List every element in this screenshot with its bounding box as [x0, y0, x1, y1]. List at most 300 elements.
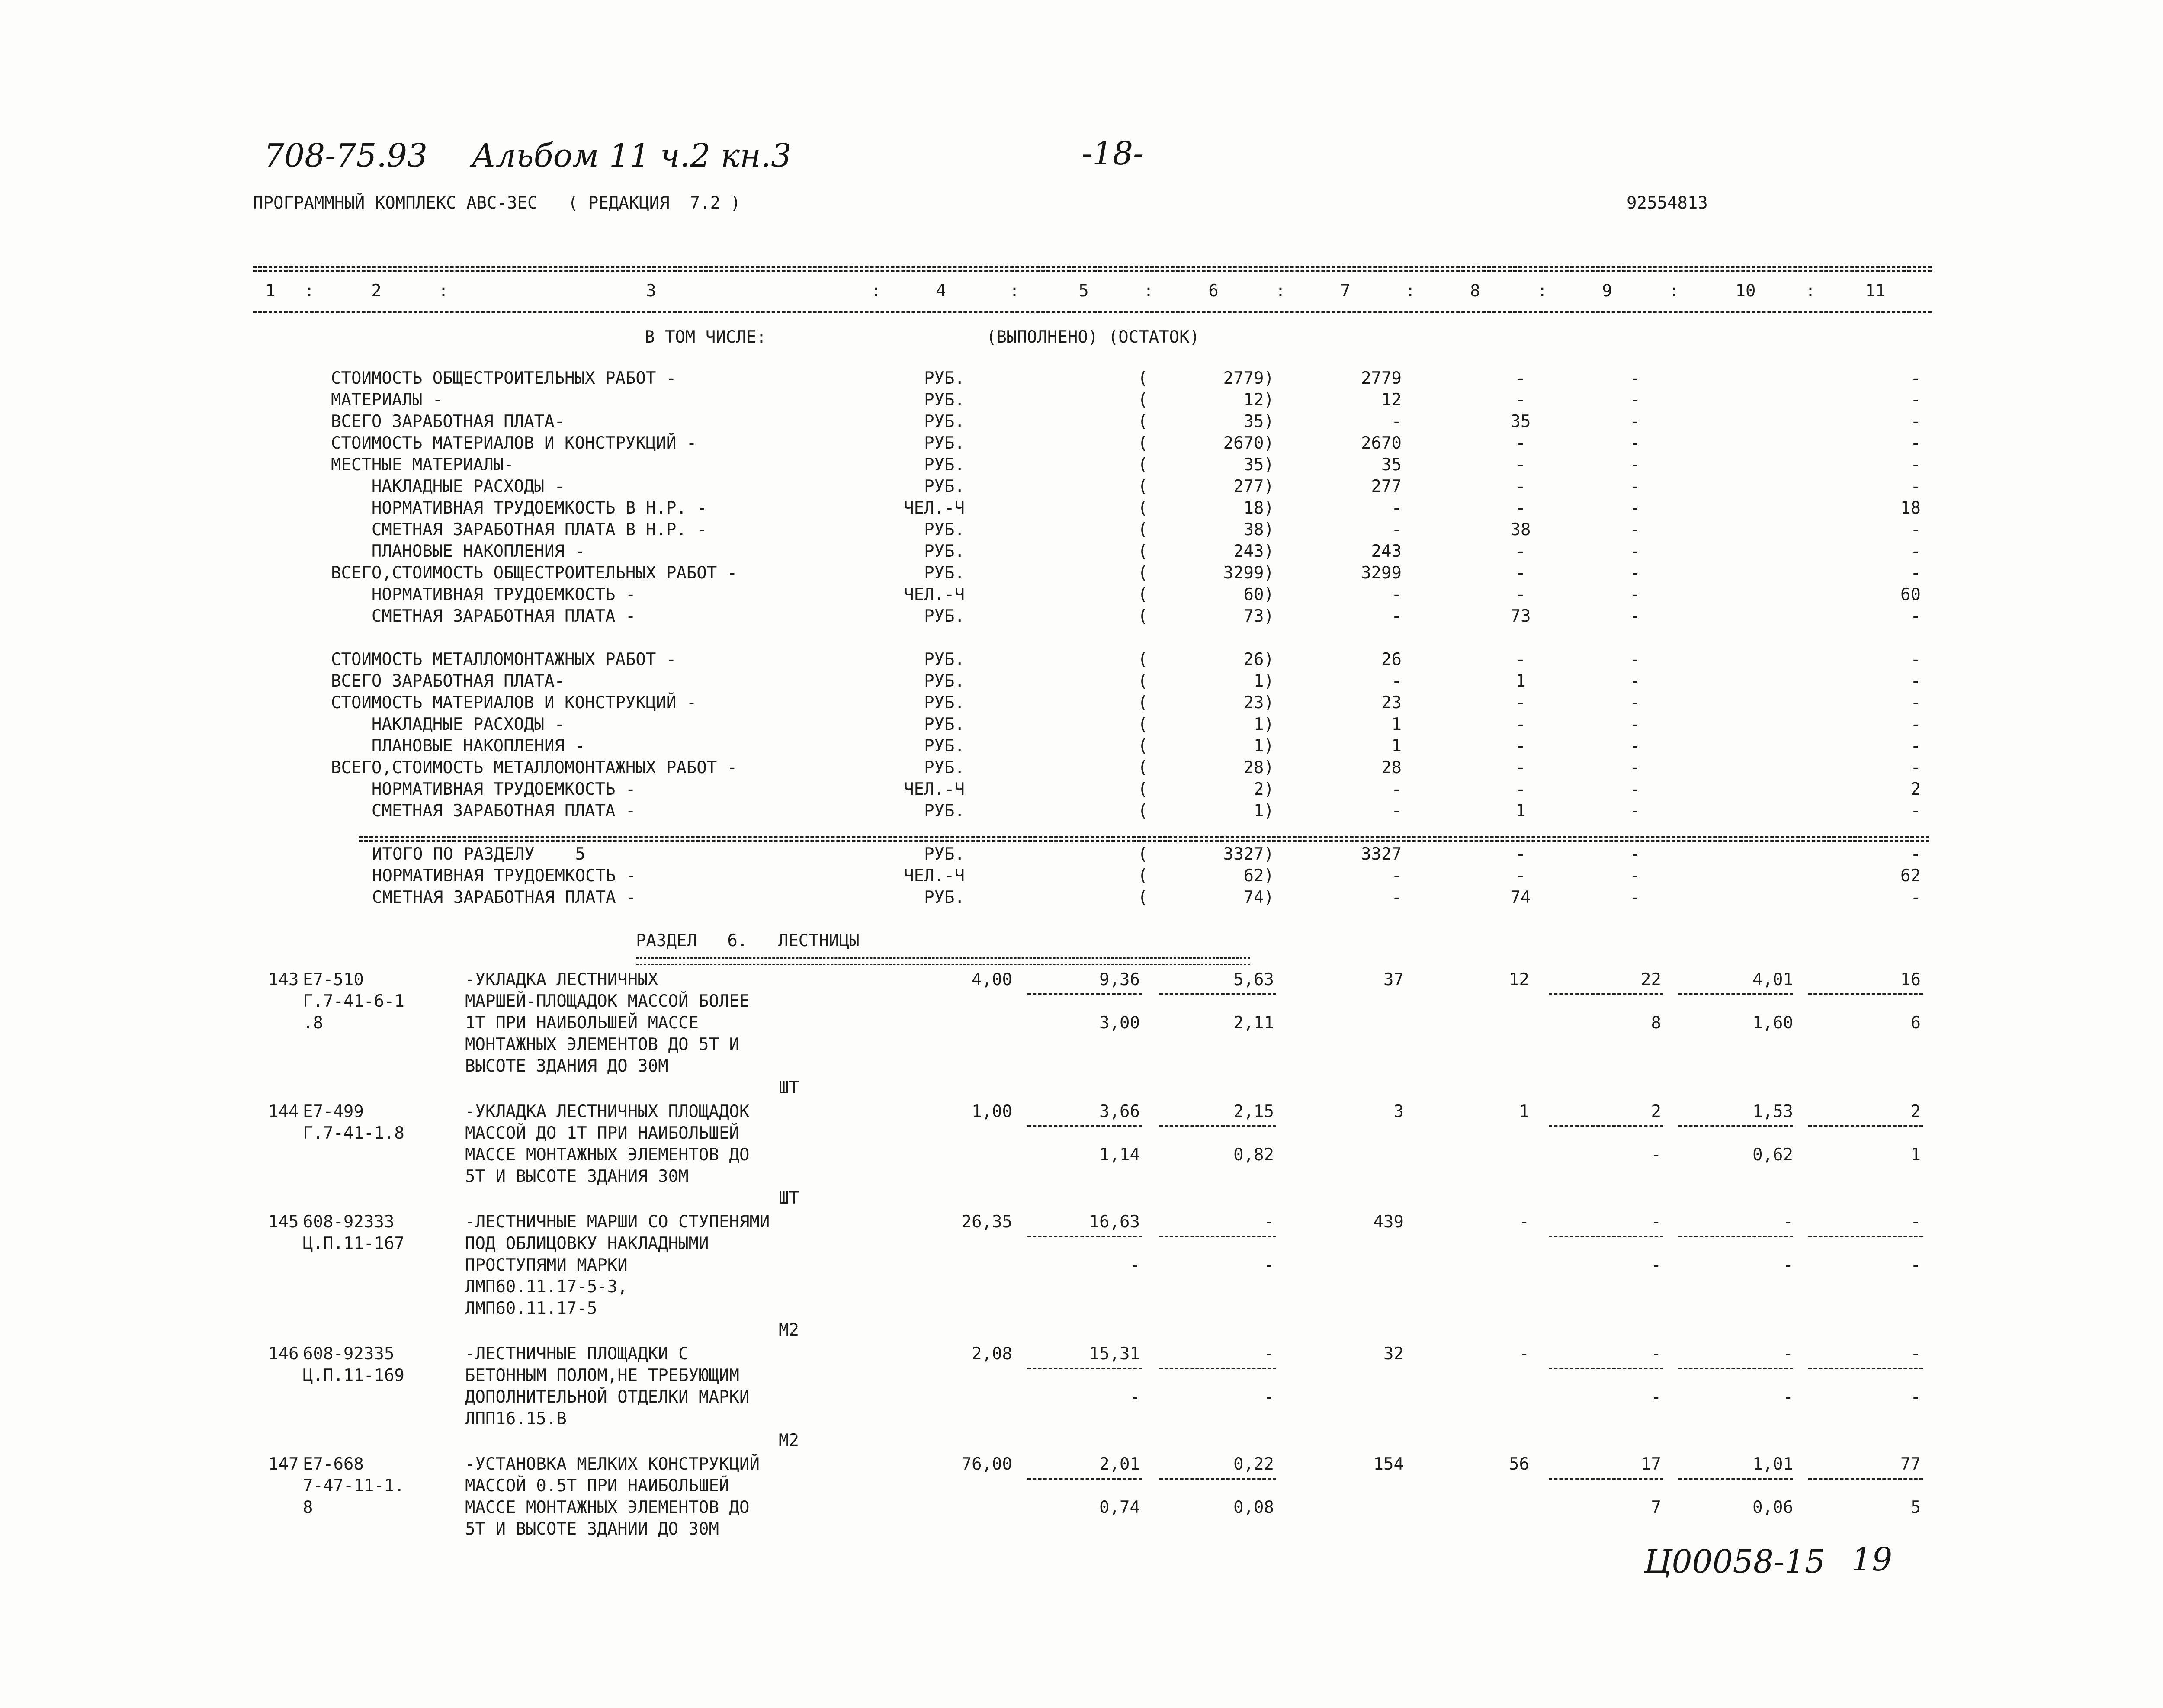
entry-col11: -	[1910, 1344, 1921, 1364]
row-bracket: (	[1138, 498, 1148, 518]
entry-unit-cost-machines: 1,14	[1099, 1145, 1140, 1165]
row-unit: РУБ.	[924, 455, 965, 475]
column-header: 6	[1208, 281, 1219, 301]
entry-description: -УКЛАДКА ЛЕСТНИЧНЫХ ПЛОЩАДОК	[465, 1102, 750, 1121]
row-value-remaining: 23	[1381, 693, 1402, 713]
entry-divider	[1549, 1125, 1663, 1127]
row-col11: 2	[1910, 780, 1921, 799]
entry-divider	[1808, 993, 1923, 995]
entry-unit: ШТ	[779, 1078, 799, 1098]
entry-col10: 4,01	[1752, 970, 1793, 989]
row-unit: РУБ.	[924, 369, 965, 388]
row-label: МЕСТНЫЕ МАТЕРИАЛЫ-	[331, 455, 514, 475]
entry-description: ВЫСОТЕ ЗДАНИЯ ДО 30М	[465, 1056, 668, 1076]
row-col8: 1	[1515, 801, 1526, 821]
entry-col10-machines: -	[1783, 1387, 1793, 1407]
row-value-remaining: -	[1391, 412, 1402, 431]
row-col8: -	[1515, 455, 1526, 475]
row-label: НОРМАТИВНАЯ ТРУДОЕМКОСТЬ В Н.Р. -	[331, 498, 707, 518]
column-header: 4	[936, 281, 946, 301]
entry-code: Е7-510	[303, 970, 364, 989]
page-number: -18-	[1082, 135, 1144, 172]
entry-description: МАССЕ МОНТАЖНЫХ ЭЛЕМЕНТОВ ДО	[465, 1498, 750, 1517]
row-label: СМЕТНАЯ ЗАРАБОТНАЯ ПЛАТА -	[372, 888, 636, 907]
row-col8: -	[1515, 715, 1526, 734]
row-col9: -	[1630, 542, 1640, 561]
entry-unit-cost-machines: -	[1130, 1255, 1140, 1275]
row-label: МАТЕРИАЛЫ -	[331, 390, 443, 410]
row-unit: РУБ.	[924, 844, 965, 864]
row-col11: -	[1910, 888, 1921, 907]
row-value-remaining: 1	[1391, 715, 1402, 734]
entry-col9-machines: 7	[1651, 1498, 1661, 1517]
entry-unit-wage: -	[1264, 1212, 1274, 1232]
row-value-remaining: -	[1391, 801, 1402, 821]
entry-description: -УКЛАДКА ЛЕСТНИЧНЫХ	[465, 970, 658, 989]
entry-col10-machines: -	[1783, 1255, 1793, 1275]
row-value-done: 2779)	[1223, 369, 1274, 388]
row-value-done: 28)	[1243, 758, 1274, 777]
total-rule	[359, 836, 1929, 838]
row-value-remaining: 3299	[1361, 563, 1402, 583]
entry-divider	[1027, 1478, 1142, 1480]
row-value-done: 1)	[1254, 801, 1274, 821]
entry-unit-cost-machines: 0,74	[1099, 1498, 1140, 1517]
row-col9: -	[1630, 412, 1640, 431]
entry-col10: 1,01	[1752, 1454, 1793, 1474]
entry-total-cost: 154	[1373, 1454, 1404, 1474]
row-bracket: (	[1138, 888, 1148, 907]
column-header: :	[1143, 281, 1154, 301]
row-bracket: (	[1138, 585, 1148, 604]
row-col8: -	[1515, 477, 1526, 496]
row-value-done: 26)	[1243, 650, 1274, 669]
row-col11: 18	[1900, 498, 1921, 518]
entry-number: 146	[268, 1344, 299, 1364]
row-col9: -	[1630, 390, 1640, 410]
entry-unit-wage: 0,22	[1233, 1454, 1274, 1474]
row-unit: РУБ.	[924, 736, 965, 756]
row-col9: -	[1630, 520, 1640, 539]
entry-unit-wage-machines: 0,08	[1233, 1498, 1274, 1517]
entry-description: 5Т И ВЫСОТЕ ЗДАНИЯ 30М	[465, 1167, 689, 1186]
entry-col9-machines: -	[1651, 1255, 1661, 1275]
row-col9: -	[1630, 866, 1640, 886]
row-bracket: (	[1138, 736, 1148, 756]
column-header: 11	[1865, 281, 1886, 301]
entry-divider	[1159, 1478, 1276, 1480]
entry-unit-wage-machines: 2,11	[1233, 1013, 1274, 1033]
row-col8: 38	[1510, 520, 1531, 539]
entry-col11: 16	[1900, 970, 1921, 989]
row-unit: РУБ.	[924, 801, 965, 821]
column-header: :	[1669, 281, 1679, 301]
row-value-done: 23)	[1243, 693, 1274, 713]
entry-number: 147	[268, 1454, 299, 1474]
entry-divider	[1159, 1125, 1276, 1127]
row-unit: РУБ.	[924, 412, 965, 431]
row-value-done: 35)	[1243, 412, 1274, 431]
row-col8: -	[1515, 866, 1526, 886]
entry-unit-cost-machines: -	[1130, 1387, 1140, 1407]
entry-unit-cost: 2,01	[1099, 1454, 1140, 1474]
entry-divider	[1549, 1478, 1663, 1480]
row-col11: -	[1910, 542, 1921, 561]
entry-code: 7-47-11-1.	[303, 1476, 404, 1496]
row-unit: РУБ.	[924, 693, 965, 713]
row-value-remaining: 243	[1371, 542, 1402, 561]
row-label: НОРМАТИВНАЯ ТРУДОЕМКОСТЬ -	[372, 866, 636, 886]
entry-unit: М2	[779, 1431, 799, 1450]
entry-divider	[1159, 1368, 1276, 1369]
entry-code: 608-92333	[303, 1212, 395, 1232]
entry-number: 145	[268, 1212, 299, 1232]
row-label: НОРМАТИВНАЯ ТРУДОЕМКОСТЬ -	[331, 780, 636, 799]
row-bracket: (	[1138, 542, 1148, 561]
entry-unit-cost-machines: 3,00	[1099, 1013, 1140, 1033]
row-value-done: 62)	[1243, 866, 1274, 886]
row-unit: РУБ.	[924, 715, 965, 734]
header-bottom-rule	[253, 311, 1932, 313]
row-value-done: 38)	[1243, 520, 1274, 539]
entry-unit-cost: 15,31	[1089, 1344, 1140, 1364]
section-underline	[636, 957, 1250, 965]
row-value-remaining: 1	[1391, 736, 1402, 756]
row-label: ПЛАНОВЫЕ НАКОПЛЕНИЯ -	[331, 736, 585, 756]
entry-description: -УСТАНОВКА МЕЛКИХ КОНСТРУКЦИЙ	[465, 1454, 760, 1474]
entry-description: 5Т И ВЫСОТЕ ЗДАНИИ ДО 30М	[465, 1519, 719, 1539]
entry-description: ЛМП60.11.17-5	[465, 1299, 597, 1318]
entry-quantity: 76,00	[961, 1454, 1012, 1474]
entry-col11: 2	[1910, 1102, 1921, 1121]
entry-divider	[1678, 1125, 1793, 1127]
entry-col11-machines: 6	[1910, 1013, 1921, 1033]
entry-description: ПРОСТУПЯМИ МАРКИ	[465, 1255, 628, 1275]
row-label: ВСЕГО,СТОИМОСТЬ МЕТАЛЛОМОНТАЖНЫХ РАБОТ -	[331, 758, 738, 777]
entry-description: МАССОЙ 0.5Т ПРИ НАИБОЛЬШЕЙ	[465, 1476, 729, 1496]
row-unit: РУБ.	[924, 433, 965, 453]
entry-quantity: 2,08	[972, 1344, 1012, 1364]
entry-total-cost: 37	[1383, 970, 1404, 989]
entry-unit-cost: 9,36	[1099, 970, 1140, 989]
subheading-done-remaining: (ВЫПОЛНЕНО) (ОСТАТОК)	[986, 327, 1200, 347]
row-bracket: (	[1138, 412, 1148, 431]
row-col8: -	[1515, 498, 1526, 518]
row-bracket: (	[1138, 477, 1148, 496]
row-bracket: (	[1138, 780, 1148, 799]
entry-divider	[1549, 1236, 1663, 1237]
subheading-including: В ТОМ ЧИСЛЕ:	[645, 327, 767, 347]
entry-divider	[1678, 1236, 1793, 1237]
row-bracket: (	[1138, 715, 1148, 734]
row-unit: РУБ.	[924, 650, 965, 669]
total-rule-double	[359, 840, 1929, 842]
row-col9: -	[1630, 498, 1640, 518]
entry-description: МОНТАЖНЫХ ЭЛЕМЕНТОВ ДО 5Т И	[465, 1035, 739, 1054]
row-col8: -	[1515, 563, 1526, 583]
entry-description: ЛПП16.15.В	[465, 1409, 567, 1429]
row-unit: РУБ.	[924, 390, 965, 410]
entry-col9-machines: -	[1651, 1387, 1661, 1407]
row-value-remaining: -	[1391, 866, 1402, 886]
document-id: 92554813	[1627, 193, 1708, 213]
row-value-remaining: 35	[1381, 455, 1402, 475]
row-value-done: 1)	[1254, 736, 1274, 756]
entry-description: ЛМП60.11.17-5-3,	[465, 1277, 628, 1297]
row-col11: 62	[1900, 866, 1921, 886]
column-header: :	[871, 281, 881, 301]
row-label: СМЕТНАЯ ЗАРАБОТНАЯ ПЛАТА В Н.Р. -	[331, 520, 707, 539]
row-col11: -	[1910, 693, 1921, 713]
column-header: :	[1537, 281, 1547, 301]
entry-col10-machines: 0,62	[1752, 1145, 1793, 1165]
column-header: 9	[1602, 281, 1612, 301]
row-bracket: (	[1138, 455, 1148, 475]
row-col11: -	[1910, 801, 1921, 821]
entry-description: -ЛЕСТНИЧНЫЕ МАРШИ СО СТУПЕНЯМИ	[465, 1212, 770, 1232]
entry-col9: 2	[1651, 1102, 1661, 1121]
row-col9: -	[1630, 455, 1640, 475]
row-value-remaining: 277	[1371, 477, 1402, 496]
entry-total-cost: 439	[1373, 1212, 1404, 1232]
row-col9: -	[1630, 715, 1640, 734]
entry-unit-wage: -	[1264, 1344, 1274, 1364]
entry-code: Е7-499	[303, 1102, 364, 1121]
entry-description: 1Т ПРИ НАИБОЛЬШЕЙ МАССЕ	[465, 1013, 699, 1033]
row-label: НАКЛАДНЫЕ РАСХОДЫ -	[331, 715, 565, 734]
row-unit: РУБ.	[924, 671, 965, 691]
entry-col10-machines: 1,60	[1752, 1013, 1793, 1033]
row-col8: -	[1515, 650, 1526, 669]
row-value-remaining: 26	[1381, 650, 1402, 669]
column-header: :	[304, 281, 315, 301]
row-col8: 74	[1510, 888, 1531, 907]
entry-unit-wage: 5,63	[1233, 970, 1274, 989]
entry-col10: -	[1783, 1344, 1793, 1364]
row-col9: -	[1630, 758, 1640, 777]
row-label: ВСЕГО ЗАРАБОТНАЯ ПЛАТА-	[331, 671, 565, 691]
entry-description: БЕТОННЫМ ПОЛОМ,НЕ ТРЕБУЮЩИМ	[465, 1366, 739, 1385]
row-value-done: 60)	[1243, 585, 1274, 604]
row-label: СМЕТНАЯ ЗАРАБОТНАЯ ПЛАТА -	[331, 801, 636, 821]
entry-unit: ШТ	[779, 1188, 799, 1208]
entry-divider	[1159, 1236, 1276, 1237]
entry-col10: -	[1783, 1212, 1793, 1232]
entry-code: Е7-668	[303, 1454, 364, 1474]
entry-description: ПОД ОБЛИЦОВКУ НАКЛАДНЫМИ	[465, 1234, 709, 1253]
entry-col10-machines: 0,06	[1752, 1498, 1793, 1517]
row-col8: -	[1515, 369, 1526, 388]
entry-col11-machines: 1	[1910, 1145, 1921, 1165]
row-bracket: (	[1138, 390, 1148, 410]
entry-divider	[1027, 993, 1142, 995]
entry-col11: 77	[1900, 1454, 1921, 1474]
entry-quantity: 1,00	[972, 1102, 1012, 1121]
row-value-done: 1)	[1254, 715, 1274, 734]
row-label: ВСЕГО ЗАРАБОТНАЯ ПЛАТА-	[331, 412, 565, 431]
row-bracket: (	[1138, 607, 1148, 626]
row-value-remaining: 28	[1381, 758, 1402, 777]
row-bracket: (	[1138, 369, 1148, 388]
row-bracket: (	[1138, 433, 1148, 453]
entry-code: Г.7-41-1.8	[303, 1124, 404, 1143]
row-value-remaining: -	[1391, 888, 1402, 907]
row-col9: -	[1630, 477, 1640, 496]
row-col9: -	[1630, 563, 1640, 583]
row-bracket: (	[1138, 866, 1148, 886]
row-bracket: (	[1138, 650, 1148, 669]
row-unit: РУБ.	[924, 758, 965, 777]
entry-code: Ц.П.11-169	[303, 1366, 404, 1385]
entry-col8: -	[1519, 1344, 1529, 1364]
column-header: :	[1805, 281, 1816, 301]
row-col9: -	[1630, 780, 1640, 799]
row-bracket: (	[1138, 844, 1148, 864]
entry-divider	[1678, 1478, 1793, 1480]
entry-number: 143	[268, 970, 299, 989]
row-col11: -	[1910, 650, 1921, 669]
entry-divider	[1027, 1368, 1142, 1369]
row-col11: -	[1910, 715, 1921, 734]
row-value-remaining: 2779	[1361, 369, 1402, 388]
entry-description: МАССОЙ ДО 1Т ПРИ НАИБОЛЬШЕЙ	[465, 1124, 739, 1143]
row-col11: -	[1910, 736, 1921, 756]
row-col9: -	[1630, 671, 1640, 691]
row-value-done: 18)	[1243, 498, 1274, 518]
entry-col8: -	[1519, 1212, 1529, 1232]
column-header: :	[1009, 281, 1020, 301]
entry-col10: 1,53	[1752, 1102, 1793, 1121]
row-value-done: 1)	[1254, 671, 1274, 691]
row-col11: -	[1910, 607, 1921, 626]
entry-col8: 56	[1509, 1454, 1529, 1474]
row-col11: -	[1910, 390, 1921, 410]
row-label: ПЛАНОВЫЕ НАКОПЛЕНИЯ -	[331, 542, 585, 561]
row-col11: -	[1910, 477, 1921, 496]
entry-total-cost: 3	[1393, 1102, 1404, 1121]
row-col8: 35	[1510, 412, 1531, 431]
row-col8: -	[1515, 433, 1526, 453]
row-label: ВСЕГО,СТОИМОСТЬ ОБЩЕСТРОИТЕЛЬНЫХ РАБОТ -	[331, 563, 738, 583]
row-col11: -	[1910, 455, 1921, 475]
row-label: ИТОГО ПО РАЗДЕЛУ 5	[372, 844, 586, 864]
row-value-remaining: 2670	[1361, 433, 1402, 453]
column-header: :	[1405, 281, 1415, 301]
row-value-remaining: -	[1391, 671, 1402, 691]
row-value-done: 277)	[1233, 477, 1274, 496]
row-col8: -	[1515, 390, 1526, 410]
section-title: РАЗДЕЛ 6. ЛЕСТНИЦЫ	[636, 931, 860, 950]
top-rule-double	[253, 270, 1932, 272]
row-value-done: 2670)	[1223, 433, 1274, 453]
entry-total-cost: 32	[1383, 1344, 1404, 1364]
entry-divider	[1808, 1236, 1923, 1237]
entry-code: Ц.П.11-167	[303, 1234, 404, 1253]
column-header: :	[1275, 281, 1286, 301]
entry-quantity: 26,35	[961, 1212, 1012, 1232]
entry-divider	[1549, 1368, 1663, 1369]
entry-col11-machines: 5	[1910, 1498, 1921, 1517]
row-unit: РУБ.	[924, 607, 965, 626]
row-col8: -	[1515, 844, 1526, 864]
entry-description: ДОПОЛНИТЕЛЬНОЙ ОТДЕЛКИ МАРКИ	[465, 1387, 750, 1407]
entry-description: МАССЕ МОНТАЖНЫХ ЭЛЕМЕНТОВ ДО	[465, 1145, 750, 1165]
row-value-done: 3299)	[1223, 563, 1274, 583]
row-value-remaining: -	[1391, 498, 1402, 518]
row-unit: РУБ.	[924, 477, 965, 496]
entry-col9: -	[1651, 1212, 1661, 1232]
column-header: 2	[371, 281, 382, 301]
entry-divider	[1808, 1478, 1923, 1480]
row-label: НАКЛАДНЫЕ РАСХОДЫ -	[331, 477, 565, 496]
row-col9: -	[1630, 888, 1640, 907]
row-value-remaining: -	[1391, 780, 1402, 799]
column-header: 10	[1735, 281, 1756, 301]
row-col8: -	[1515, 693, 1526, 713]
row-label: СТОИМОСТЬ МЕТАЛЛОМОНТАЖНЫХ РАБОТ -	[331, 650, 677, 669]
row-col11: -	[1910, 758, 1921, 777]
row-value-remaining: 12	[1381, 390, 1402, 410]
entry-divider	[1678, 993, 1793, 995]
entry-description: МАРШЕЙ-ПЛОЩАДОК МАССОЙ БОЛЕЕ	[465, 992, 750, 1011]
row-value-done: 2)	[1254, 780, 1274, 799]
row-value-done: 3327)	[1223, 844, 1274, 864]
row-col11: -	[1910, 433, 1921, 453]
sheet-number: 19	[1852, 1541, 1893, 1578]
entry-divider	[1549, 993, 1663, 995]
entry-unit: М2	[779, 1320, 799, 1340]
row-col9: -	[1630, 585, 1640, 604]
entry-col8: 12	[1509, 970, 1529, 989]
entry-unit-cost: 3,66	[1099, 1102, 1140, 1121]
row-col9: -	[1630, 433, 1640, 453]
column-header: 1	[265, 281, 276, 301]
row-unit: РУБ.	[924, 563, 965, 583]
entry-unit-wage: 2,15	[1233, 1102, 1274, 1121]
entry-col8: 1	[1519, 1102, 1529, 1121]
row-col11: -	[1910, 520, 1921, 539]
row-col11: 60	[1900, 585, 1921, 604]
document-code: 708-75.93	[264, 137, 428, 174]
archive-stamp: Ц00058-15	[1644, 1543, 1826, 1580]
row-unit: РУБ.	[924, 520, 965, 539]
row-col8: 1	[1515, 671, 1526, 691]
entry-col11: -	[1910, 1212, 1921, 1232]
program-title: ПРОГРАММНЫЙ КОМПЛЕКС АВС-3ЕС ( РЕДАКЦИЯ 7.2 )	[253, 193, 741, 213]
column-header: 8	[1470, 281, 1480, 301]
row-bracket: (	[1138, 671, 1148, 691]
row-value-done: 74)	[1243, 888, 1274, 907]
entry-unit-wage-machines: -	[1264, 1255, 1274, 1275]
entry-unit-cost: 16,63	[1089, 1212, 1140, 1232]
row-col11: -	[1910, 563, 1921, 583]
row-col8: -	[1515, 736, 1526, 756]
entry-divider	[1027, 1125, 1142, 1127]
row-col8: -	[1515, 780, 1526, 799]
entry-code: Г.7-41-6-1	[303, 992, 404, 1011]
row-label: НОРМАТИВНАЯ ТРУДОЕМКОСТЬ -	[331, 585, 636, 604]
row-unit: РУБ.	[924, 542, 965, 561]
row-value-done: 243)	[1233, 542, 1274, 561]
entry-unit-wage-machines: 0,82	[1233, 1145, 1274, 1165]
entry-code: 608-92335	[303, 1344, 395, 1364]
row-bracket: (	[1138, 693, 1148, 713]
entry-col9: 17	[1641, 1454, 1661, 1474]
entry-col9-machines: -	[1651, 1145, 1661, 1165]
entry-divider	[1808, 1125, 1923, 1127]
entry-code: .8	[303, 1013, 323, 1033]
row-col8: 73	[1510, 607, 1531, 626]
